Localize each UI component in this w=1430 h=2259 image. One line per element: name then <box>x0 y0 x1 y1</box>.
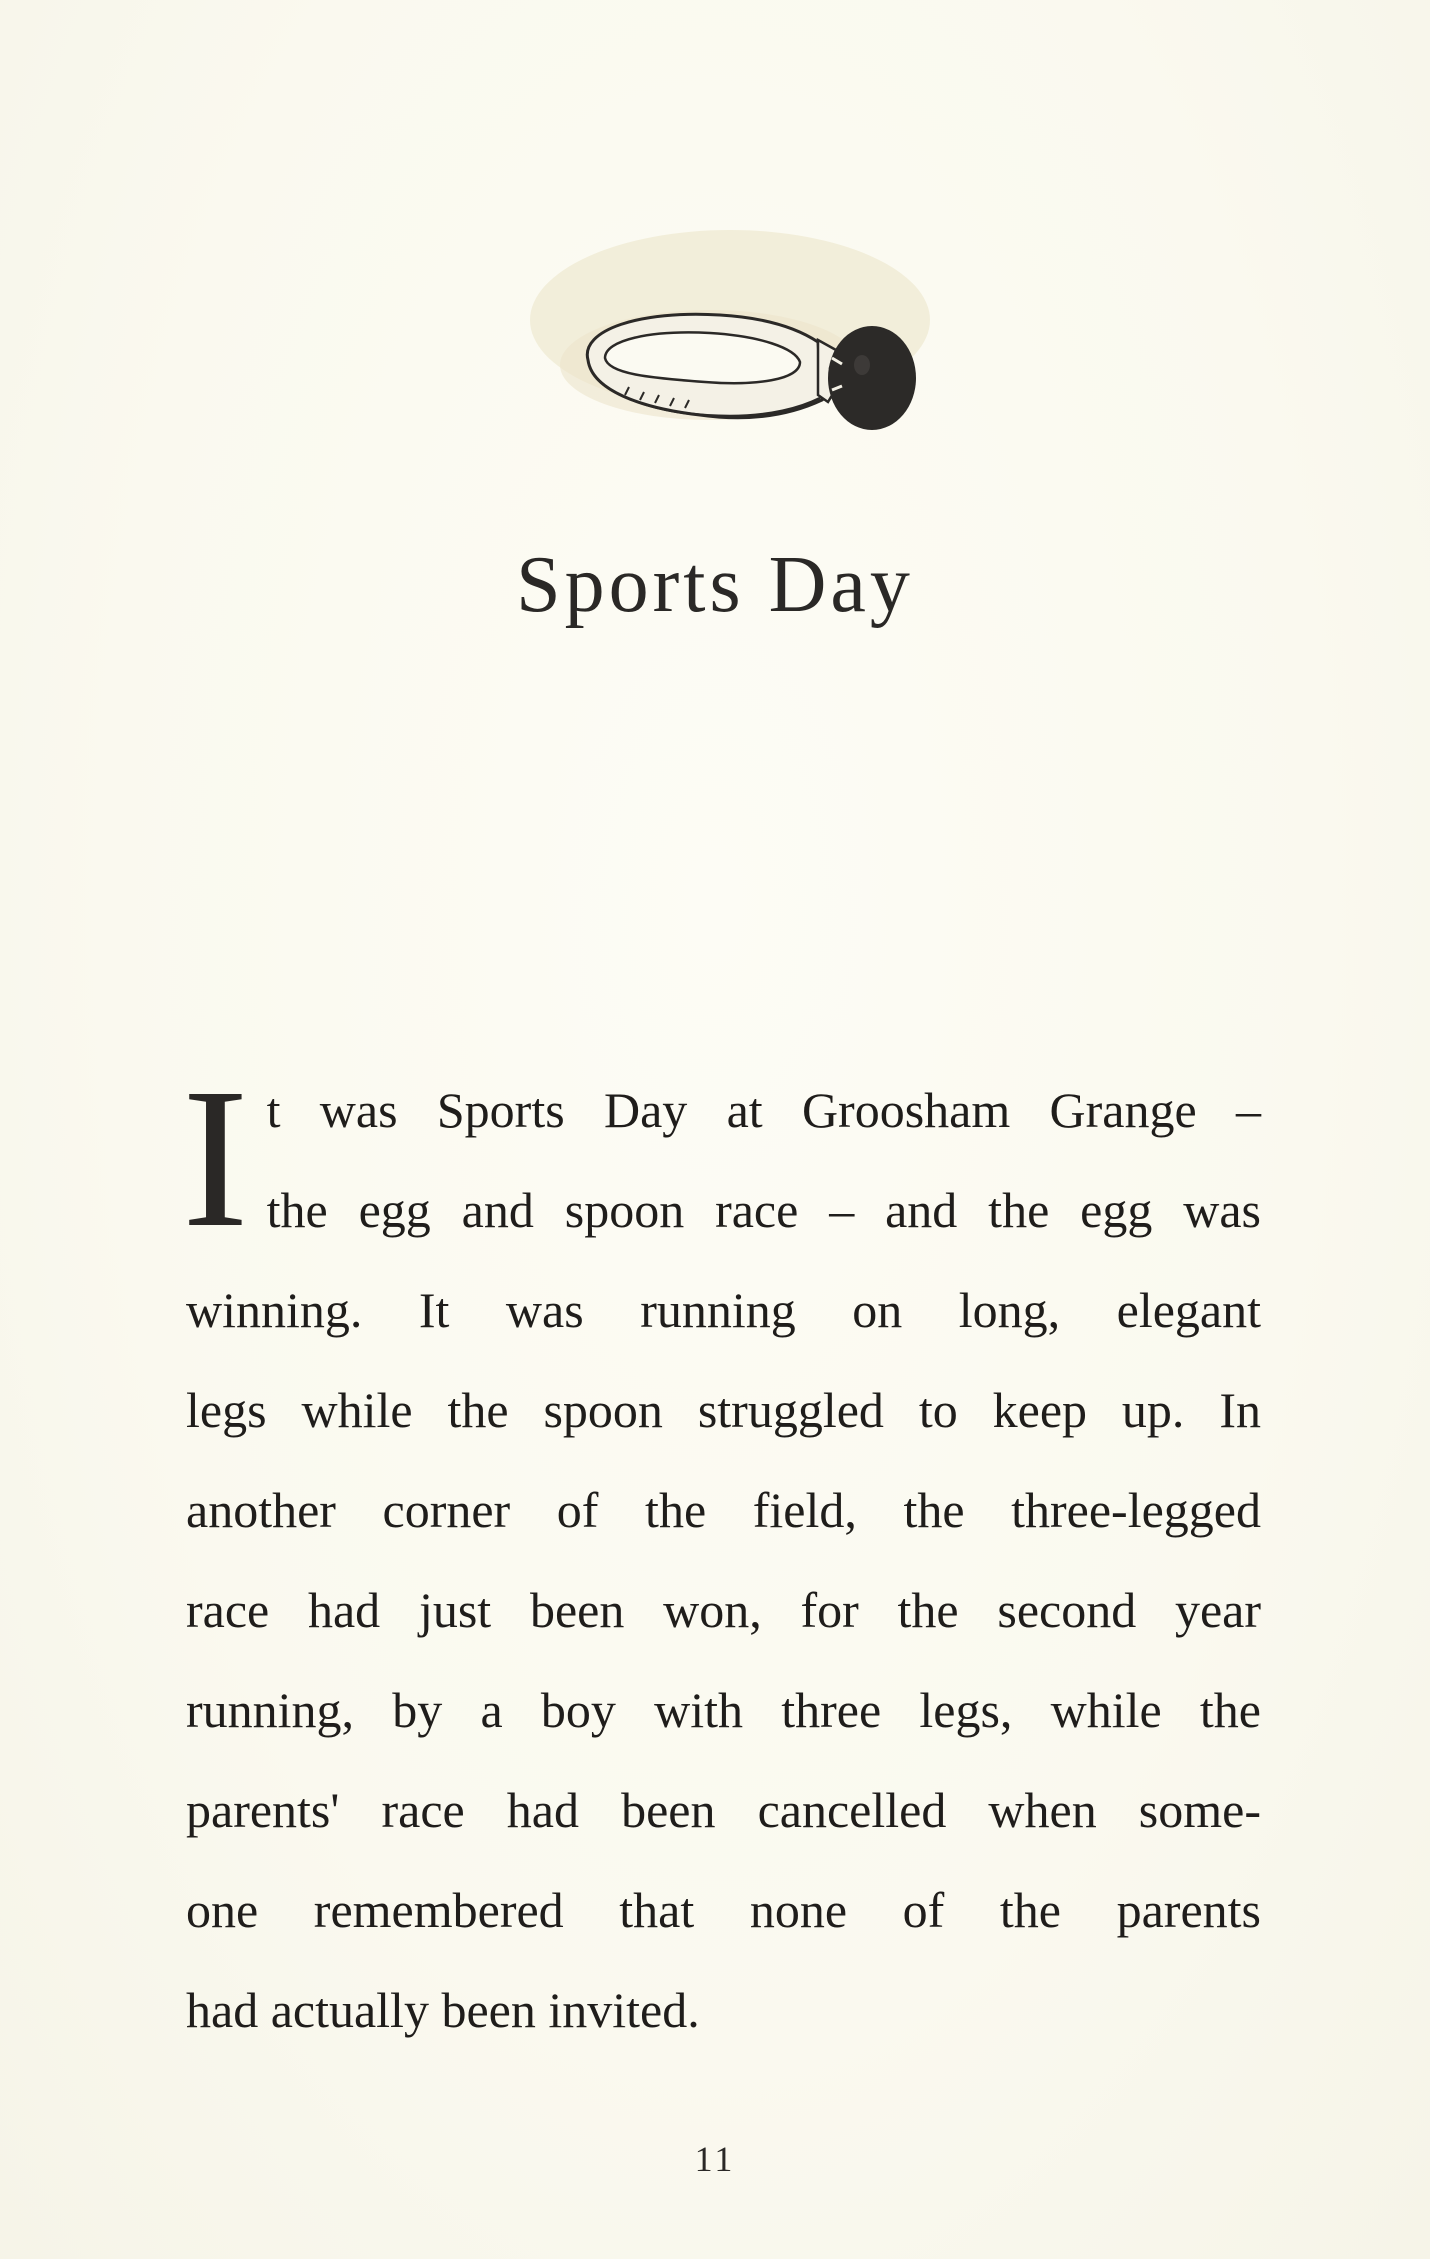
page-number: 11 <box>694 2139 736 2179</box>
ring-illustration <box>500 190 960 490</box>
drop-cap: I <box>182 1048 249 1269</box>
text-line: one remembered that none of the parents <box>186 1882 1261 1938</box>
chapter-body <box>182 1048 1261 2060</box>
text-line: winning. It was running on long, elegant <box>186 1282 1261 1338</box>
text-line: legs while the spoon struggled to keep up. In <box>186 1382 1261 1438</box>
text-line: the egg and spoon race – and the egg was <box>266 1182 1261 1238</box>
text-line: parents' race had been cancelled when some- <box>186 1782 1261 1838</box>
text-line: another corner of the field, the three-legged <box>186 1482 1261 1538</box>
text-line: had actually been invited. <box>186 1982 700 2038</box>
text-line: t was Sports Day at Groosham Grange – <box>266 1082 1261 1138</box>
ring-icon <box>500 190 960 490</box>
text-line: running, by a boy with three legs, while the <box>186 1682 1261 1738</box>
chapter-title: Sports Day <box>516 541 914 629</box>
text-line: race had just been won, for the second year <box>186 1582 1261 1638</box>
